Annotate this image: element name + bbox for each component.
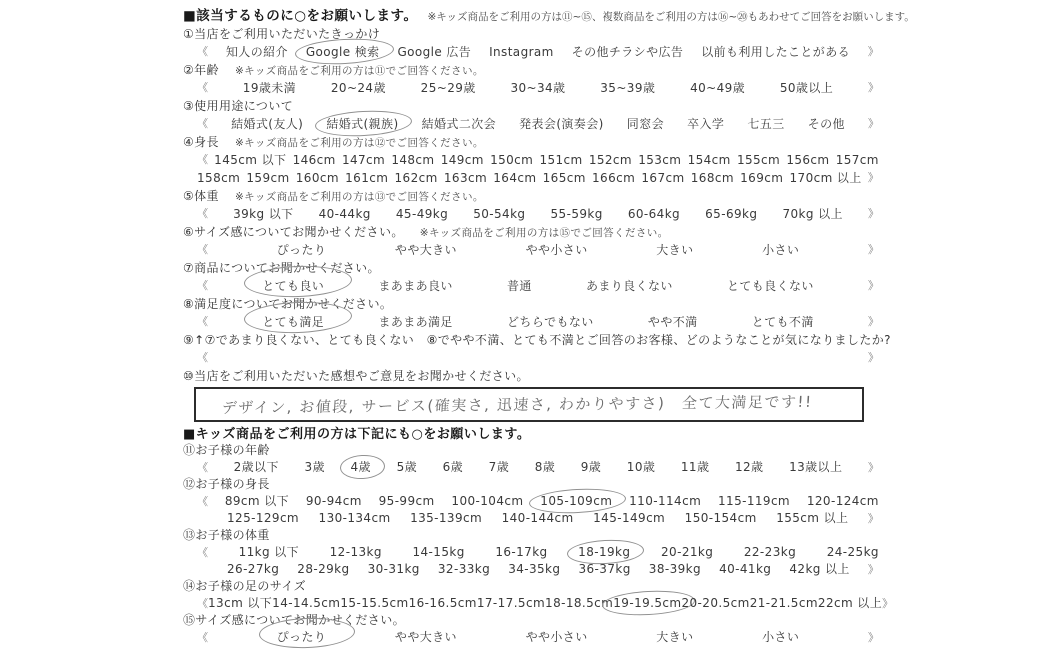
- option-selected: 18-19kg: [578, 545, 631, 559]
- question-6: [183, 223, 883, 259]
- option-selected: 結婚式(親族): [326, 117, 399, 131]
- question-label: [183, 97, 883, 115]
- bracket-close: 》: [867, 563, 879, 576]
- option: 45-49kg: [395, 207, 449, 221]
- option: あまり良くない: [585, 279, 673, 293]
- survey-sheet: [183, 4, 915, 646]
- option: 152cm: [588, 153, 633, 167]
- options-row: [183, 241, 883, 259]
- option: 157cm: [835, 153, 879, 167]
- option: ぴったり: [276, 243, 327, 257]
- kids-questions-section: [183, 442, 894, 646]
- option: 130-134cm: [318, 511, 391, 525]
- option: 50-54kg: [473, 207, 526, 221]
- option: 20-21kg: [661, 545, 714, 559]
- option: 39kg 以下: [233, 207, 294, 221]
- option: 150cm: [490, 153, 534, 167]
- option: 小さい: [762, 243, 800, 257]
- bracket-open: 《: [197, 117, 208, 130]
- bracket-close: 》: [867, 279, 879, 292]
- option: 140-144cm: [501, 511, 574, 525]
- form-header-note: ※キッズ商品をご利用の方は⑪~⑮、複数商品をご利用の方は⑯~⑳もあわせてご回答をお願いします。: [427, 11, 915, 23]
- option: 125-129cm: [227, 511, 300, 525]
- option: 結婚式二次会: [421, 117, 497, 131]
- question-5: [183, 187, 883, 223]
- option: とても良くない: [726, 279, 814, 293]
- option: 160cm: [295, 171, 339, 185]
- option-selected: ぴったり: [276, 630, 327, 644]
- bracket-close: 》: [867, 171, 879, 184]
- option: 25~29歳: [420, 81, 476, 95]
- bracket-close: 》: [867, 45, 879, 58]
- options-row: [183, 151, 883, 169]
- option: 100-104cm: [451, 494, 524, 508]
- question-label: [183, 187, 883, 205]
- bracket-open: 《: [197, 243, 208, 256]
- option: 135-139cm: [410, 511, 483, 525]
- question-label: [183, 612, 883, 629]
- option: 21-21.5cm: [749, 596, 818, 610]
- option: やや不満: [647, 315, 698, 329]
- kids-section-header: [183, 423, 883, 442]
- option: 150-154cm: [684, 511, 757, 525]
- option: 148cm: [391, 153, 435, 167]
- option: 162cm: [394, 171, 438, 185]
- option: とても不満: [751, 315, 814, 329]
- option: 65-69kg: [705, 207, 758, 221]
- option-selected: 4歳: [350, 460, 371, 474]
- option: 結婚式(友人): [231, 117, 304, 131]
- option: 34-35kg: [508, 562, 561, 576]
- options-row: [183, 629, 883, 646]
- option: 164cm: [493, 171, 537, 185]
- option: 42kg 以上: [789, 562, 850, 576]
- option: Google 広告: [397, 45, 472, 59]
- option-selected: とても良い: [262, 279, 325, 293]
- question-1: [183, 25, 883, 61]
- option: まあまあ満足: [378, 315, 453, 329]
- option: やや大きい: [394, 243, 457, 257]
- option: 90-94cm: [305, 494, 362, 508]
- option: 卒入学: [687, 117, 725, 131]
- question-13: [183, 527, 883, 578]
- option: 40-44kg: [318, 207, 371, 221]
- options-row: [183, 277, 883, 295]
- question-label: [183, 527, 883, 544]
- option: 3歳: [304, 460, 325, 474]
- option: 158cm: [197, 171, 241, 185]
- bracket-open: 《: [197, 597, 208, 610]
- option: 22-23kg: [743, 545, 797, 559]
- bracket-close: 》: [868, 351, 879, 364]
- bracket-open: 《: [197, 45, 208, 58]
- option-selected: 105-109cm: [540, 494, 613, 508]
- options-row: [183, 595, 894, 612]
- option: 151cm: [539, 153, 583, 167]
- bracket-open: 《: [197, 315, 208, 328]
- question-7: [183, 259, 883, 295]
- option: まあまあ良い: [378, 279, 453, 293]
- options-row: [183, 561, 883, 578]
- option: 70kg 以上: [782, 207, 843, 221]
- question-note: ※キッズ商品をご利用の方は⑪でご回答ください。: [234, 65, 484, 77]
- options-row: [183, 510, 883, 527]
- question-3: [183, 97, 883, 133]
- bracket-close: 》: [867, 117, 879, 130]
- option: 7歳: [488, 460, 510, 474]
- question-label: [183, 295, 883, 313]
- option: 36-37kg: [578, 562, 631, 576]
- question-label-text: ⑧満足度についてお聞かせください。: [183, 297, 393, 311]
- option: 145-149cm: [593, 511, 666, 525]
- option: 18-18.5cm: [545, 596, 614, 610]
- question-label-text: ⑩当店をご利用いただいた感想やご意見をお聞かせください。: [183, 369, 529, 383]
- question-label-text: ⑬お子様の体重: [183, 528, 270, 542]
- option: 30-31kg: [367, 562, 420, 576]
- option: 20~24歳: [330, 81, 386, 95]
- option: 60-64kg: [627, 207, 681, 221]
- option: 40~49歳: [690, 81, 746, 95]
- bracket-open: 《: [197, 546, 208, 559]
- option: 22cm 以上: [817, 596, 883, 610]
- bracket-close: 》: [867, 631, 879, 644]
- question-label-text: ⑮サイズ感についてお聞かせください。: [183, 613, 406, 627]
- option: 30~34歳: [510, 81, 566, 95]
- option: 20-20.5cm: [681, 596, 750, 610]
- option: 大きい: [656, 630, 694, 644]
- option: 170cm 以上: [789, 171, 862, 185]
- option: 110-114cm: [629, 494, 702, 508]
- form-title: ■該当するものに○をお願いします。: [183, 8, 418, 24]
- question-label: [183, 223, 883, 241]
- option: 11kg 以下: [238, 545, 300, 559]
- bracket-close: 》: [867, 461, 879, 474]
- option: 14-14.5cm: [272, 596, 341, 610]
- question-8: [183, 295, 883, 331]
- question-label-text: ④身長: [183, 135, 219, 149]
- option: 89cm 以下: [224, 494, 289, 508]
- option: 以前も利用したことがある: [701, 45, 850, 59]
- options-row: [183, 205, 883, 223]
- option: 15-15.5cm: [340, 596, 409, 610]
- option: 小さい: [762, 630, 800, 644]
- option: 156cm: [786, 153, 830, 167]
- option: どちらでもない: [507, 315, 594, 329]
- options-row: [183, 493, 883, 510]
- bracket-close: 》: [867, 512, 879, 525]
- option: 七五三: [747, 117, 785, 131]
- question-4: [183, 133, 883, 187]
- option: 11歳: [680, 460, 710, 474]
- option: 同窓会: [626, 117, 664, 131]
- option: 6歳: [442, 460, 464, 474]
- option: 13歳以上: [789, 460, 843, 474]
- option: やや大きい: [394, 630, 457, 644]
- question-9: [183, 331, 891, 367]
- question-11: [183, 442, 883, 476]
- question-label-text: ⑪お子様の年齢: [183, 443, 270, 457]
- option: 95-99cm: [378, 494, 435, 508]
- option: 167cm: [641, 171, 685, 185]
- option: 165cm: [542, 171, 586, 185]
- bracket-close: 》: [867, 315, 879, 328]
- question-note: ※キッズ商品をご利用の方は⑫でご回答ください。: [234, 137, 484, 149]
- bracket-open: 《: [197, 279, 208, 292]
- option: 153cm: [638, 153, 682, 167]
- question-label-text: ⑦商品についてお聞かせください。: [183, 261, 380, 275]
- question-label-text: ⑨↑⑦であまり良くない、とても良くない ⑧でやや不満、とても不満とご回答のお客様、どのようなことが気になりましたか?: [183, 333, 891, 347]
- option: Instagram: [489, 45, 554, 59]
- options-row: [183, 79, 883, 97]
- option: その他: [807, 117, 845, 131]
- option-selected: とても満足: [262, 315, 325, 329]
- bracket-open: 《: [197, 81, 208, 94]
- option: 16-17kg: [495, 545, 548, 559]
- question-label: [183, 331, 891, 349]
- option: 19歳未満: [242, 81, 297, 95]
- options-row: [183, 313, 883, 331]
- question-14: [183, 578, 894, 612]
- bracket-open: 《: [197, 351, 208, 364]
- option: 32-33kg: [437, 562, 491, 576]
- question-label-text: ②年齢: [183, 63, 219, 77]
- question-q10-label: [183, 367, 883, 385]
- option: 普通: [506, 279, 532, 293]
- option: 161cm: [345, 171, 389, 185]
- option: やや小さい: [525, 243, 588, 257]
- question-label-text: ③使用用途について: [183, 99, 294, 113]
- question-label-text: ⑭お子様の足のサイズ: [183, 579, 307, 593]
- question-note: ※キッズ商品をご利用の方は⑬でご回答ください。: [234, 191, 484, 203]
- form-header: [183, 4, 915, 25]
- option: 120-124cm: [806, 494, 879, 508]
- kids-section-title: ■キッズ商品をご利用の方は下記にも○をお願いします。: [183, 427, 531, 442]
- options-row: [183, 544, 883, 561]
- option: 26-27kg: [227, 562, 280, 576]
- question-label: [183, 476, 883, 493]
- option: 13cm 以下: [208, 596, 273, 610]
- option: 発表会(演奏会): [519, 117, 604, 131]
- option: 8歳: [534, 460, 556, 474]
- option: 163cm: [443, 171, 488, 185]
- option-selected: 19-19.5cm: [613, 596, 682, 610]
- question-label-text: ⑤体重: [183, 189, 219, 203]
- options-row: [183, 169, 883, 187]
- option: 2歳以下: [233, 460, 279, 474]
- bracket-close: 》: [867, 243, 879, 256]
- option: 169cm: [740, 171, 784, 185]
- option: 9歳: [580, 460, 602, 474]
- question-label-text: ⑫お子様の身長: [183, 477, 270, 491]
- option: 55-59kg: [550, 207, 603, 221]
- bracket-open: 《: [197, 153, 208, 166]
- option: 5歳: [396, 460, 417, 474]
- question-label: [183, 259, 883, 277]
- option: 10歳: [626, 460, 656, 474]
- option: 40-41kg: [719, 562, 772, 576]
- option: 28-29kg: [297, 562, 350, 576]
- options-row: [183, 43, 883, 61]
- options-row: [183, 115, 883, 133]
- options-row: [183, 349, 883, 367]
- question-label: [183, 442, 883, 459]
- bracket-close: 》: [867, 207, 879, 220]
- option: 154cm: [687, 153, 731, 167]
- option: 24-25kg: [826, 545, 879, 559]
- question-note: ※キッズ商品をご利用の方は⑮でご回答ください。: [419, 227, 669, 239]
- option: その他チラシや広告: [571, 45, 684, 59]
- option: 149cm: [440, 153, 484, 167]
- option: やや小さい: [525, 630, 588, 644]
- option: 大きい: [656, 243, 694, 257]
- option: 12歳: [734, 460, 764, 474]
- question-label-text: ①当店をご利用いただいたきっかけ: [183, 27, 381, 41]
- option: 50歳以上: [779, 81, 834, 95]
- option: 166cm: [592, 171, 636, 185]
- option: 38-39kg: [648, 562, 702, 576]
- option: 16-16.5cm: [408, 596, 477, 610]
- question-label-text: ⑥サイズ感についてお聞かせください。: [183, 225, 404, 239]
- question-label: [183, 578, 883, 595]
- option-selected: Google 検索: [305, 45, 380, 59]
- adult-questions-section: [183, 25, 891, 367]
- question-15: [183, 612, 883, 646]
- option: 147cm: [341, 153, 386, 167]
- handwritten-answer: デザイン, お値段, サービス(確実さ, 迅速さ, わかりやすさ) 全て大満足です!!: [221, 392, 814, 417]
- bracket-open: 《: [197, 631, 208, 644]
- question-label: [183, 61, 883, 79]
- bracket-open: 《: [197, 461, 208, 474]
- question-2: [183, 61, 883, 97]
- bracket-open: 《: [197, 495, 208, 508]
- option: 146cm: [292, 153, 336, 167]
- option: 159cm: [246, 171, 290, 185]
- option: 35~39歳: [600, 81, 656, 95]
- option: 155cm 以上: [776, 511, 849, 525]
- option: 155cm: [736, 153, 781, 167]
- option: 14-15kg: [412, 545, 465, 559]
- bracket-close: 》: [882, 597, 894, 610]
- bracket-open: 《: [197, 207, 208, 220]
- option: 知人の紹介: [225, 45, 288, 59]
- options-row: [183, 459, 883, 476]
- question-label: [183, 133, 883, 151]
- question-label: [183, 25, 883, 43]
- option: 115-119cm: [718, 494, 791, 508]
- option: 17-17.5cm: [476, 596, 546, 610]
- option: 168cm: [690, 171, 734, 185]
- bracket-close: 》: [867, 81, 879, 94]
- option: 12-13kg: [329, 545, 382, 559]
- question-12: [183, 476, 883, 527]
- option: 145cm 以下: [214, 153, 287, 167]
- free-response-box: [194, 387, 864, 422]
